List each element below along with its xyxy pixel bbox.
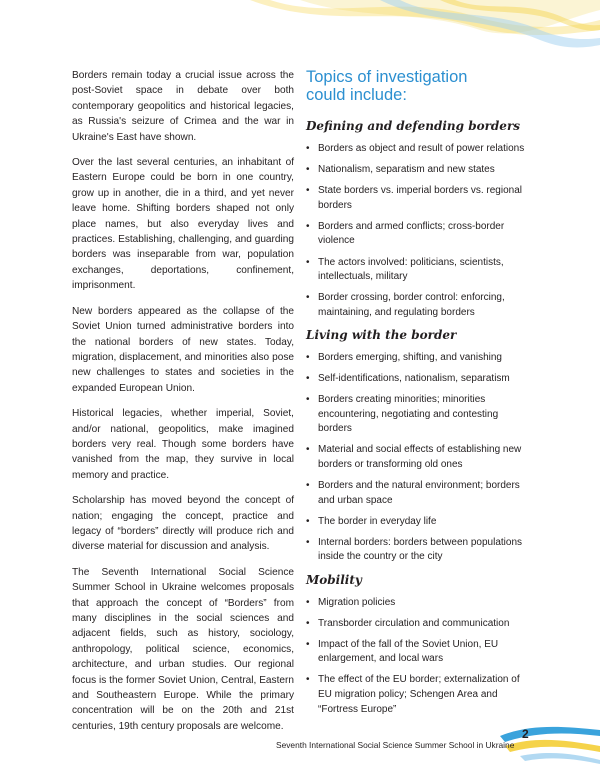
- list-item: • Nationalism, separatism and new states: [306, 163, 528, 178]
- bullet-icon: •: [306, 185, 310, 197]
- right-column: [306, 68, 528, 724]
- topic-list-mobility: [306, 596, 528, 718]
- subheading-living-with-border: Living with the border: [306, 327, 457, 342]
- body-paragraph: Over the last several centuries, an inhabitant of Eastern Europe could be born in one country, grow up in another, die in a third, and yet never leave home. Shifting borders shaped not only place names, but also everyday lives and practices. Establishing, challenging, and guarding borders was inseparable from war, population exchanges, deportations, confinement, imprisonment.: [72, 157, 294, 292]
- bullet-icon: •: [306, 674, 310, 686]
- topic-list-living-with-border: [306, 351, 528, 565]
- bullet-icon: •: [306, 351, 310, 363]
- list-item: • Material and social effects of establishing new borders or transforming old ones: [306, 444, 522, 470]
- left-column: [72, 68, 294, 744]
- subheading-defining-borders: Defining and defending borders: [306, 119, 521, 133]
- bullet-icon: •: [306, 480, 310, 492]
- list-item: • Borders as object and result of power relations: [306, 142, 528, 157]
- bullet-icon: •: [306, 536, 310, 548]
- body-paragraph: Scholarship has moved beyond the concept of nation; engaging the concept, practice and legacy of “borders” directly will produce rich and diverse material for discussion and analysis.: [72, 495, 294, 553]
- bullet-icon: •: [306, 220, 310, 232]
- topic-list-defining-borders: [306, 142, 528, 320]
- topics-heading-line2: could include:: [306, 86, 407, 104]
- bullet-icon: •: [306, 596, 310, 608]
- page-number: 2: [522, 727, 529, 741]
- bullet-icon: •: [306, 638, 310, 650]
- bullet-icon: •: [306, 143, 310, 154]
- body-paragraph: New borders appeared as the collapse of the Soviet Union turned administrative borders into the national borders of new states. Today, migration, displacement, and minorities also pose new challenges to states and societies in the expanded European Union.: [72, 305, 294, 394]
- list-item: • The actors involved: politicians, scientists, intellectuals, military: [306, 256, 504, 283]
- list-item: • Border crossing, border control: enforcing, maintaining, and regulating borders: [306, 292, 505, 318]
- list-item: • Borders creating minorities; minorities encountering, negotiating and contesting borders: [306, 394, 499, 435]
- bullet-icon: •: [306, 617, 310, 629]
- top-wave-decoration: [0, 0, 600, 60]
- list-item: • Internal borders: borders between populations inside the country or the city: [306, 536, 523, 563]
- list-item: • The border in everyday life: [306, 515, 528, 530]
- topics-heading-line1: Topics of investigation: [306, 68, 468, 86]
- list-item: • Migration policies: [306, 596, 528, 611]
- list-item: • Borders and the natural environment; borders and urban space: [306, 480, 520, 506]
- list-item: • State borders vs. imperial borders vs. regional borders: [306, 185, 522, 211]
- bullet-icon: •: [306, 515, 310, 527]
- bullet-icon: •: [306, 164, 310, 176]
- list-item: • Impact of the fall of the Soviet Union, EU enlargement, and local wars: [306, 638, 499, 665]
- body-paragraph: The Seventh International Social Science Summer School in Ukraine welcomes proposals that approach the concept of “Borders” from many disciplines in the social sciences and adjacent fields, such as history, sociology, anthropology, political science, economics, architecture, and urban studies. Our regional focus is the former Soviet Union, Central, Eastern and Southeastern Europe. While the primary concentration will be on the 20th and 21st centuries, 19th century proposals are welcome.: [72, 566, 294, 732]
- footer-text: Seventh International Social Science Summer School in Ukraine: [276, 740, 515, 750]
- topics-heading: [306, 68, 528, 104]
- list-item: • Self-identifications, nationalism, separatism: [306, 372, 528, 387]
- body-paragraph: Historical legacies, whether imperial, Soviet, and/or national, geopolitics, make imagined borders very real. Though some borders have vanished from the map, they survive in local memory and practice.: [72, 408, 294, 481]
- list-item: • Transborder circulation and communication: [306, 617, 528, 632]
- bullet-icon: •: [306, 292, 310, 304]
- bullet-icon: •: [306, 256, 310, 268]
- bullet-icon: •: [306, 373, 310, 385]
- list-item: • Borders and armed conflicts; cross-border violence: [306, 220, 505, 247]
- list-item: • The effect of the EU border; externalization of EU migration policy; Schengen Area and “Fortress Europe”: [306, 674, 520, 715]
- subheading-mobility: Mobility: [306, 572, 362, 587]
- bullet-icon: •: [306, 394, 310, 406]
- list-item: • Borders emerging, shifting, and vanishing: [306, 351, 528, 366]
- bullet-icon: •: [306, 444, 310, 456]
- body-paragraph: Borders remain today a crucial issue across the post-Soviet space in debate over both contemporary geopolitics and historical legacies, as Russia's seizure of Crimea and the war in Ukraine's East have shown.: [72, 70, 294, 143]
